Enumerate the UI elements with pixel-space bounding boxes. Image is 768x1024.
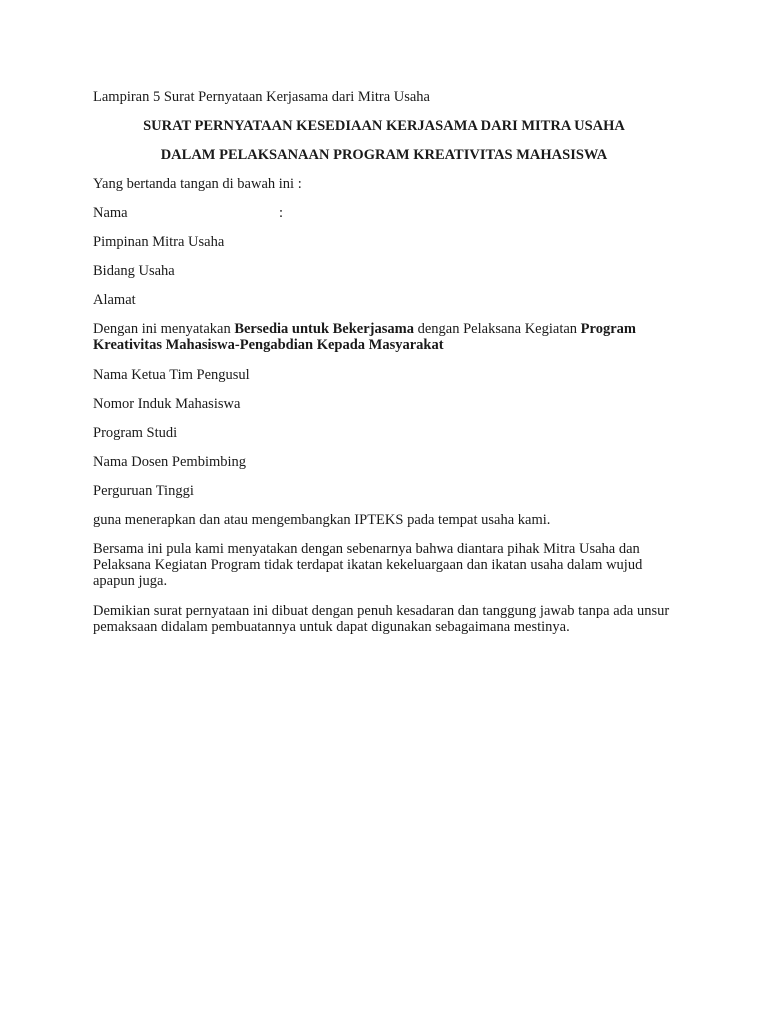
- statement-willing-bold: Bersedia untuk Bekerjasama: [234, 321, 414, 337]
- document-title-line-2: DALAM PELAKSANAAN PROGRAM KREATIVITAS MAHASISWA: [160, 147, 608, 163]
- intro-text: Yang bertanda tangan di bawah ini :: [93, 176, 302, 192]
- field-label-team-leader: Nama Ketua Tim Pengusul: [93, 367, 250, 383]
- field-label-partner-leader: Pimpinan Mitra Usaha: [93, 234, 225, 250]
- closing-paragraph: Demikian surat pernyataan ini dibuat dengan penuh kesadaran dan tanggung jawab tanpa ada unsur pemaksaan didalam pembuatannya untuk dapat digunakan sebagaimana mestinya.: [93, 603, 670, 635]
- field-label-address: Alamat: [93, 292, 136, 308]
- field-label-student-id: Nomor Induk Mahasiswa: [93, 396, 241, 412]
- document-title-line-1: SURAT PERNYATAAN KESEDIAAN KERJASAMA DARI MITRA USAHA: [143, 118, 625, 134]
- no-relation-paragraph: Bersama ini pula kami menyatakan dengan sebenarnya bahwa diantara pihak Mitra Usaha dan Pelaksana Kegiatan Program tidak terdapat ikatan kekeluargaan dan ikatan usaha dalam wujud apapun juga.: [93, 541, 643, 589]
- statement-program-bold: Program Kreativitas Mahasiswa-Pengabdian Kepada Masyarakat: [93, 321, 636, 353]
- attachment-heading: Lampiran 5 Surat Pernyataan Kerjasama dari Mitra Usaha: [93, 89, 430, 105]
- statement-paragraph: [93, 321, 683, 353]
- field-label-name: Nama: [93, 205, 128, 221]
- field-label-advisor: Nama Dosen Pembimbing: [93, 454, 247, 470]
- field-label-study-program: Program Studi: [93, 425, 178, 441]
- statement-part-3: dengan Pelaksana Kegiatan: [413, 321, 581, 337]
- field-label-business-field: Bidang Usaha: [93, 263, 175, 279]
- field-label-university: Perguruan Tinggi: [93, 483, 194, 499]
- statement-part-1: Dengan ini menyatakan: [93, 321, 235, 337]
- purpose-text: guna menerapkan dan atau mengembangkan IPTEKS pada tempat usaha kami.: [93, 512, 551, 528]
- field-colon-name: :: [279, 205, 284, 221]
